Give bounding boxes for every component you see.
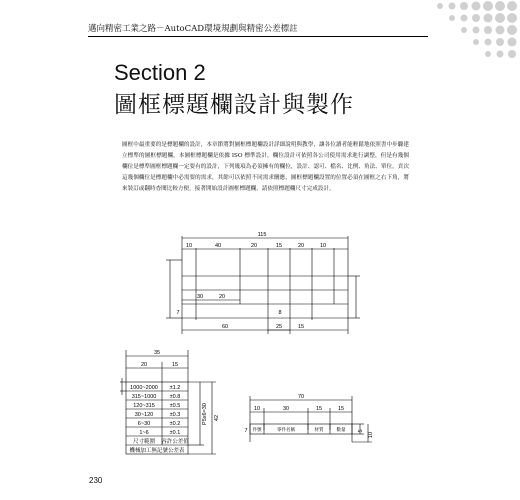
parts-dim-4: 15 <box>337 406 345 412</box>
dim-top-4: 15 <box>275 243 283 249</box>
dim-height-1: 7 <box>176 310 180 316</box>
tol-total-height-dim: 42 <box>214 414 220 422</box>
tol-row-height-dim: P5x6=30 <box>202 403 208 425</box>
dim-top-3: 20 <box>250 243 258 249</box>
tol-range-1: 1000~2000 <box>130 385 158 391</box>
dim-bottom-3: 15 <box>297 324 305 330</box>
body-paragraph: 圖框中最重要的是標題欄的設計，本章節將對圖框標題欄設計詳細說明與教學，讓各位讀者能輕鬆地依照書中步驟建立標準的圖框標題欄。本圖框標題欄是依據 ISO 標準設計，欄位設計可依照各公司使用需求進行調整，但是有幾個欄位是標準圖框標題欄一定要有的設計，下列幾項為必須擁有的欄位，設計、認可、檔名、比例、角法、單位，貢次這幾個欄位是標題欄中必需要的需求，其餘可以依照不同需求刪應，圖框標題欄設置的位置必須在圖框之右下角，將來裝訂或翻時杳閱比較方便，接著開始設計圖框標題欄，請依照標題欄尺寸完成設計。 <box>122 142 409 192</box>
decorative-dot-pattern <box>430 0 520 64</box>
tol-range-5: 6~30 <box>137 421 151 427</box>
parts-header-quantity: 數量 <box>336 427 346 432</box>
table-width-total: 35 <box>153 350 161 356</box>
parts-side-dim-1: 5 <box>358 429 364 433</box>
section-title: 圖框標題欄設計與製作 <box>114 92 354 118</box>
tol-table-caption: 機械加工無記號公差表 <box>129 448 185 454</box>
tol-range-2: 315~1000 <box>131 394 157 400</box>
running-header-title: 邁向精密工業之路－AutoCAD環境規劃與精密公差標註 <box>88 24 298 34</box>
parts-total-dim: 70 <box>297 394 305 400</box>
tol-range-6: 1~6 <box>139 430 149 436</box>
tol-value-1: ±1.2 <box>169 385 181 391</box>
table-col-dim-2: 15 <box>171 362 179 368</box>
dim-top-5: 20 <box>297 243 305 249</box>
parts-left-dim: 7 <box>244 428 248 434</box>
parts-header-material: 材質 <box>314 427 324 432</box>
tol-footer-left: 尺寸範圍 <box>132 439 156 445</box>
dim-top-1: 10 <box>185 243 193 249</box>
tol-range-3: 120~315 <box>133 403 155 409</box>
dim-mid-1: 30 <box>196 294 204 300</box>
parts-dim-1: 10 <box>253 406 261 412</box>
tol-value-6: ±0.1 <box>169 430 181 436</box>
running-header <box>88 22 428 37</box>
tol-footer-right: 容許公差值 <box>161 439 189 445</box>
dim-top-6: 10 <box>319 243 327 249</box>
page-number: 230 <box>89 476 103 485</box>
dim-top-2: 40 <box>214 243 222 249</box>
tol-value-4: ±0.3 <box>169 412 181 418</box>
dim-mid-2: 20 <box>218 294 226 300</box>
dim-bottom-2: 25 <box>275 324 283 330</box>
parts-dim-3: 15 <box>315 406 323 412</box>
parts-dim-2: 30 <box>282 406 290 412</box>
parts-header-part-name: 零件名稱 <box>277 427 295 432</box>
tol-value-2: ±0.8 <box>169 394 181 400</box>
dim-height-2: 8 <box>278 310 282 316</box>
tol-range-4: 30~120 <box>134 412 154 418</box>
table-col-dim-1: 20 <box>140 362 148 368</box>
dim-bottom-1: 60 <box>221 324 229 330</box>
section-label: Section 2 <box>114 60 206 85</box>
dim-total-label: 115 <box>257 232 267 238</box>
tol-value-3: ±0.5 <box>169 403 181 409</box>
parts-side-dim-2: 10 <box>368 431 374 439</box>
tol-value-5: ±0.2 <box>169 421 181 427</box>
parts-header-item-no: 件號 <box>252 427 262 432</box>
